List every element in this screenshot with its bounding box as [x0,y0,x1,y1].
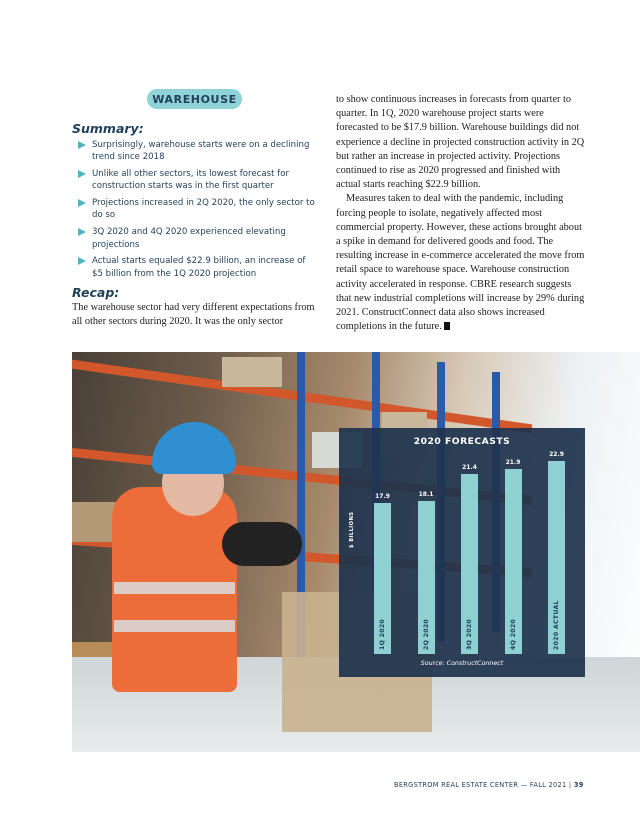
triangle-right-icon [78,199,86,207]
bar-category-label: 4Q 2020 [509,618,517,650]
triangle-right-icon [78,228,86,236]
bar-category-label: 3Q 2020 [466,618,473,650]
end-mark-icon [444,322,450,330]
y-axis-label: $ BILLIONS [349,511,355,548]
recap-paragraph: The warehouse sector had very different expectations from all other sectors during 2020. It was the only sector [72,302,315,328]
section-label: WAREHOUSE [147,89,242,109]
summary-bullet: 3Q 2020 and 4Q 2020 experienced elevating projections [78,226,318,251]
triangle-right-icon [78,141,86,149]
triangle-right-icon [78,170,86,178]
bar-value-label: 21.9 [505,459,521,467]
page-number: 39 [573,781,584,789]
chart-source: Source: ConstructConnect [420,660,504,667]
forecast-chart [339,428,585,677]
chart-title: 2020 FORECASTS [413,436,511,447]
summary-heading: Summary: [72,121,144,136]
bar-category-label: 2Q 2020 [422,618,430,650]
bar-value-label: 21.4 [462,463,477,471]
body-paragraph-1: to show continuous increases in forecasts from quarter to quarter. In 1Q, 2020 warehouse project starts were forecasted to be $17.9 billion. Warehouse buildings did not experience a decline in projected construction activity in 2Q but rather an increase in projected activity. Projections continued to rise as 2020 progressed and finished with actual starts reaching $22.9 billion. [336,94,585,191]
bar-value-label: 18.1 [418,491,434,499]
bar-value-label: 22.9 [549,451,564,458]
summary-bullet: Projections increased in 2Q 2020, the only sector to do so [78,197,318,222]
summary-bullet: Unlike all other sectors, its lowest forecast for construction starts was in the first quarter [78,168,318,193]
summary-bullet: Actual starts equaled $22.9 billion, an increase of $5 billion from the 1Q 2020 projection [78,255,318,280]
bar-value-label: 17.9 [375,493,390,501]
bar-category-label: 2020 ACTUAL [553,600,560,650]
body-paragraph-2: Measures taken to deal with the pandemic, including forcing people to isolate, negatively affected most commercial property. However, these actions brought about a spike in demand for delivered goods and food. The resulting increase in e-commerce accelerated the move from retail space to warehouse space. Warehouse construction activity accelerated in response. CBRE research suggests that new industrial completions will increase by 29% during 2021. ConstructConnect data also shows increased completions in the future. [336,193,585,333]
summary-list [78,139,318,284]
column-two [336,93,586,334]
bar-category-label: 1Q 2020 [379,618,386,650]
triangle-right-icon [78,257,86,265]
recap-heading: Recap: [72,285,120,300]
page-footer: BERGSTROM REAL ESTATE CENTER — FALL 2021 | 39 [394,781,584,789]
summary-bullet: Surprisingly, warehouse starts were on a declining trend since 2018 [78,139,318,164]
